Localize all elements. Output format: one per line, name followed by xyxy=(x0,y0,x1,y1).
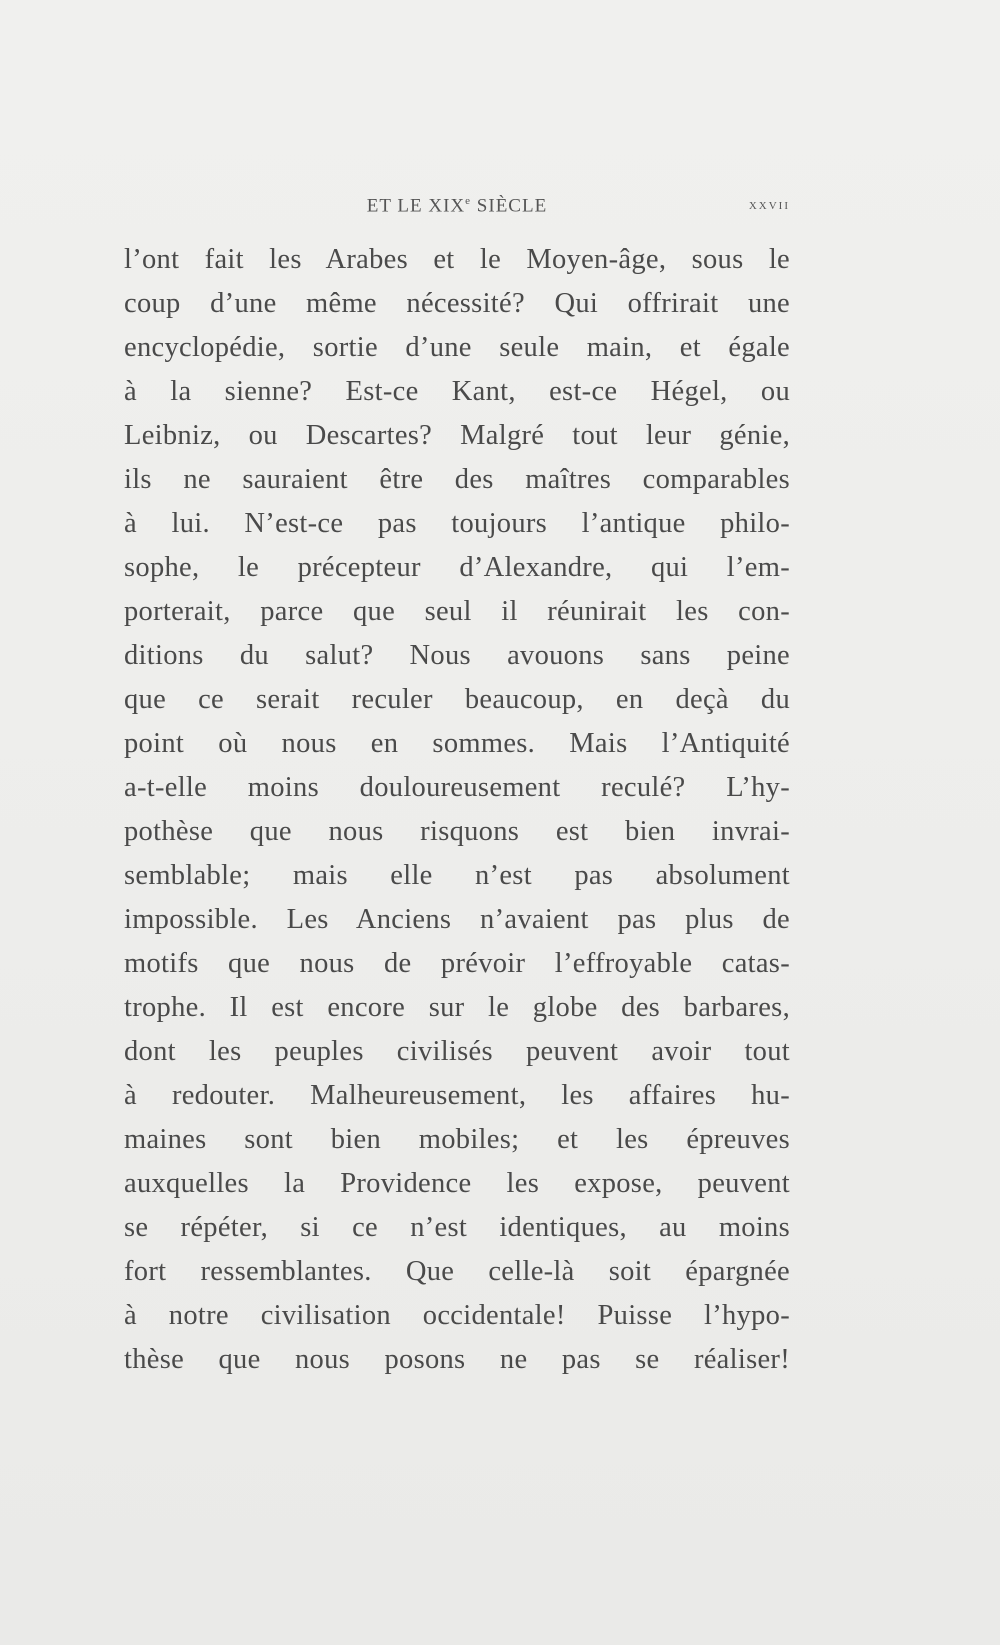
text-line: a-t-elle moins douloureusement reculé? L’hy- xyxy=(124,772,790,803)
text-line: encyclopédie, sortie d’une seule main, et égale xyxy=(124,332,790,363)
text-line: auxquelles la Providence les expose, peuvent xyxy=(124,1168,790,1199)
text-line: impossible. Les Anciens n’avaient pas plus de xyxy=(124,904,790,935)
text-line: à redouter. Malheureusement, les affaires hu- xyxy=(124,1080,790,1111)
body-text xyxy=(124,238,790,1382)
running-head xyxy=(124,195,790,225)
text-line: motifs que nous de prévoir l’effroyable catas- xyxy=(124,948,790,979)
text-line: trophe. Il est encore sur le globe des barbares, xyxy=(124,992,790,1023)
text-line: à lui. N’est-ce pas toujours l’antique philo- xyxy=(124,508,790,539)
text-line: porterait, parce que seul il réunirait les con- xyxy=(124,596,790,627)
text-line: point où nous en sommes. Mais l’Antiquité xyxy=(124,728,790,759)
text-line: ils ne sauraient être des maîtres comparables xyxy=(124,464,790,495)
text-line: fort ressemblantes. Que celle-là soit épargnée xyxy=(124,1256,790,1287)
text-line: sophe, le précepteur d’Alexandre, qui l’em- xyxy=(124,552,790,583)
text-line: semblable; mais elle n’est pas absolument xyxy=(124,860,790,891)
text-line: ditions du salut? Nous avouons sans peine xyxy=(124,640,790,671)
text-line: thèse que nous posons ne pas se réaliser! xyxy=(124,1344,790,1375)
text-line: coup d’une même nécessité? Qui offrirait une xyxy=(124,288,790,319)
text-line: maines sont bien mobiles; et les épreuves xyxy=(124,1124,790,1155)
text-line: dont les peuples civilisés peuvent avoir tout xyxy=(124,1036,790,1067)
text-line: à la sienne? Est-ce Kant, est-ce Hégel, ou xyxy=(124,376,790,407)
text-line: l’ont fait les Arabes et le Moyen-âge, sous le xyxy=(124,244,790,275)
running-title xyxy=(124,195,790,217)
text-line: à notre civilisation occidentale! Puisse l’hypo- xyxy=(124,1300,790,1331)
running-title-main: ET LE XIX xyxy=(366,195,466,217)
running-title-end: SIÈCLE xyxy=(471,195,548,217)
text-line: pothèse que nous risquons est bien invrai- xyxy=(124,816,790,847)
text-line: que ce serait reculer beaucoup, en deçà du xyxy=(124,684,790,715)
running-title-superscript: e xyxy=(465,195,472,207)
text-line: se répéter, si ce n’est identiques, au moins xyxy=(124,1212,790,1243)
page-number: xxvii xyxy=(748,197,790,213)
text-line: Leibniz, ou Descartes? Malgré tout leur génie, xyxy=(124,420,790,451)
